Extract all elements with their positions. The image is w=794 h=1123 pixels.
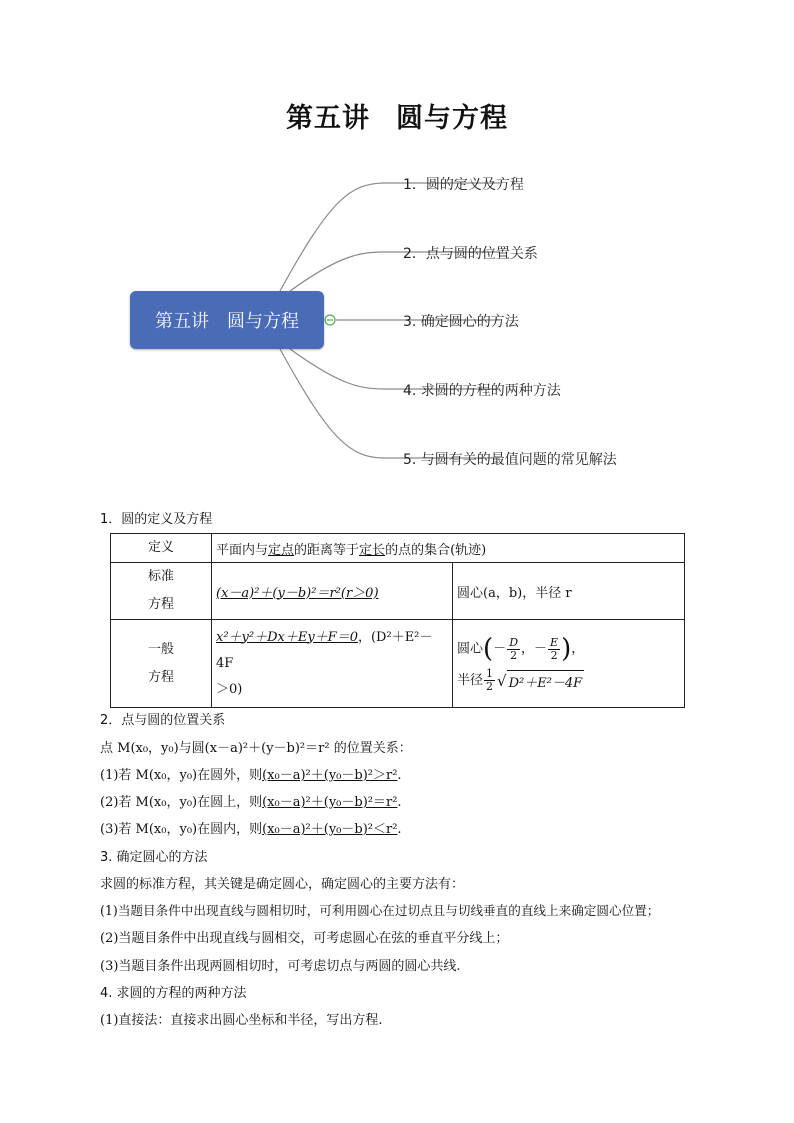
section-4-item-1: (1)直接法：直接求出圆心坐标和半径，写出方程. — [100, 1013, 383, 1028]
general-label-line-1: 一般 — [147, 641, 174, 657]
section-3-intro: 求圆的标准方程，其关键是确定圆心，确定圆心的主要方法有： — [100, 877, 465, 892]
fraction-d-over-2 — [507, 637, 520, 662]
case-expression: (x₀－a)²＋(y₀－b)²＝r² — [262, 795, 398, 810]
section-2-case-1 — [100, 764, 402, 783]
root-part-1: 第五讲 — [155, 311, 209, 332]
section-3-heading: 3. 确定圆心的方法 — [100, 850, 208, 865]
case-expression: (x₀－a)²＋(y₀－b)²＞r² — [262, 768, 398, 783]
minus-sign: － — [493, 641, 507, 657]
general-equation — [212, 620, 453, 708]
standard-center-radius: 圆心(a，b)，半径 r — [453, 563, 685, 620]
section-2-case-3 — [100, 818, 402, 837]
fraction-e-over-2 — [548, 637, 560, 662]
section-2-intro: 点 M(x₀，y₀)与圆(x－a)²＋(y－b)²＝r² 的位置关系： — [100, 741, 412, 756]
mind-map-branch-3[interactable]: 3. 确定圆心的方法 — [403, 314, 519, 330]
definition-text-part: 平面内与 — [216, 542, 269, 558]
fraction-numerator: 1 — [486, 667, 494, 680]
general-center: 圆心(－ $\frac{D}{2}$ ，－ $\frac{E}{2}$ )， — [457, 634, 585, 664]
case-prefix: (1)若 M(x₀，y₀)在圆外，则 — [100, 768, 263, 783]
case-suffix: . — [397, 795, 402, 810]
general-radius-label: 半径 — [457, 673, 484, 688]
minus-sign: － — [534, 641, 548, 657]
standard-label-line-2: 方程 — [147, 597, 174, 612]
general-label — [111, 620, 212, 708]
standard-label-line-1: 标准 — [147, 569, 174, 584]
definition-text-part: 的距离等于 — [294, 542, 360, 558]
general-center-label: 圆心 — [457, 641, 484, 657]
mind-map — [120, 160, 680, 480]
definition-text-fixed-point: 定点 — [268, 542, 295, 558]
section-4-heading: 4. 求圆的方程的两种方法 — [100, 986, 247, 1001]
section-1-heading: 1．圆的定义及方程 — [100, 512, 213, 527]
case-expression: (x₀－a)²＋(y₀－b)²＜r² — [262, 822, 398, 837]
mind-map-branch-4[interactable]: 4. 求圆的方程的两种方法 — [403, 383, 561, 399]
table-row-general — [111, 620, 685, 708]
fraction-numerator: E — [550, 635, 559, 649]
table-row-definition — [111, 534, 685, 563]
mind-map-root-node[interactable] — [130, 291, 324, 349]
case-suffix: . — [397, 822, 402, 837]
general-label-line-2: 方程 — [147, 669, 174, 685]
general-center-radius — [453, 620, 685, 708]
fraction-denominator: 2 — [550, 648, 558, 662]
comma: ， — [571, 641, 585, 657]
section-3-item-1: (1)当题目条件中出现直线与圆相切时，可利用圆心在过切点且与切线垂直的直线上来确定圆心位置； — [100, 903, 660, 918]
title-part-1: 第五讲 — [286, 103, 370, 134]
radical-icon: √ — [497, 671, 507, 690]
case-prefix: (2)若 M(x₀，y₀)在圆上，则 — [100, 795, 263, 810]
page-title — [0, 96, 794, 135]
mind-map-branch-1[interactable]: 1．圆的定义及方程 — [403, 177, 524, 193]
fraction-denominator: 2 — [486, 680, 494, 693]
title-part-2: 圆与方程 — [396, 103, 508, 134]
case-prefix: (3)若 M(x₀，y₀)在圆内，则 — [100, 822, 263, 837]
standard-label — [111, 563, 212, 620]
comma: ， — [521, 641, 535, 657]
section-2-case-2 — [100, 791, 402, 810]
standard-equation — [212, 563, 453, 620]
table-row-standard — [111, 563, 685, 620]
section-3-item-3: (3)当题目条件出现两圆相切时，可考虑切点与两圆的圆心共线. — [100, 959, 461, 974]
case-suffix: . — [397, 768, 402, 783]
general-radius — [457, 668, 680, 693]
definition-text — [212, 534, 685, 563]
general-equation-condition: ，(D²＋E²－4F — [216, 629, 433, 671]
circle-definition-table — [110, 533, 685, 708]
general-equation-condition-end: ＞0) — [216, 681, 243, 697]
section-3-item-2: (2)当题目条件中出现直线与圆相交，可考虑圆心在弦的垂直平分线上； — [100, 931, 509, 946]
general-equation-main: x²＋y²＋Dx＋Ey＋F＝0 — [216, 629, 358, 645]
mind-map-branch-2[interactable]: 2．点与圆的位置关系 — [403, 246, 538, 262]
definition-text-part: 的点的集合(轨迹) — [385, 542, 487, 558]
standard-equation-text: (x－a)²＋(y－b)²＝r²(r＞0) — [216, 585, 379, 601]
fraction-one-half — [484, 668, 495, 693]
root-part-2: 圆与方程 — [227, 311, 299, 332]
definition-label: 定义 — [111, 534, 212, 563]
section-2-heading: 2．点与圆的位置关系 — [100, 713, 226, 728]
radical-expression: D²＋E²－4F — [507, 670, 585, 691]
connector-5 — [280, 349, 500, 458]
mind-map-branch-5[interactable]: 5. 与圆有关的最值问题的常见解法 — [403, 452, 617, 468]
definition-text-fixed-length: 定长 — [359, 542, 386, 558]
fraction-denominator: 2 — [510, 648, 518, 662]
fraction-numerator: D — [509, 635, 519, 649]
